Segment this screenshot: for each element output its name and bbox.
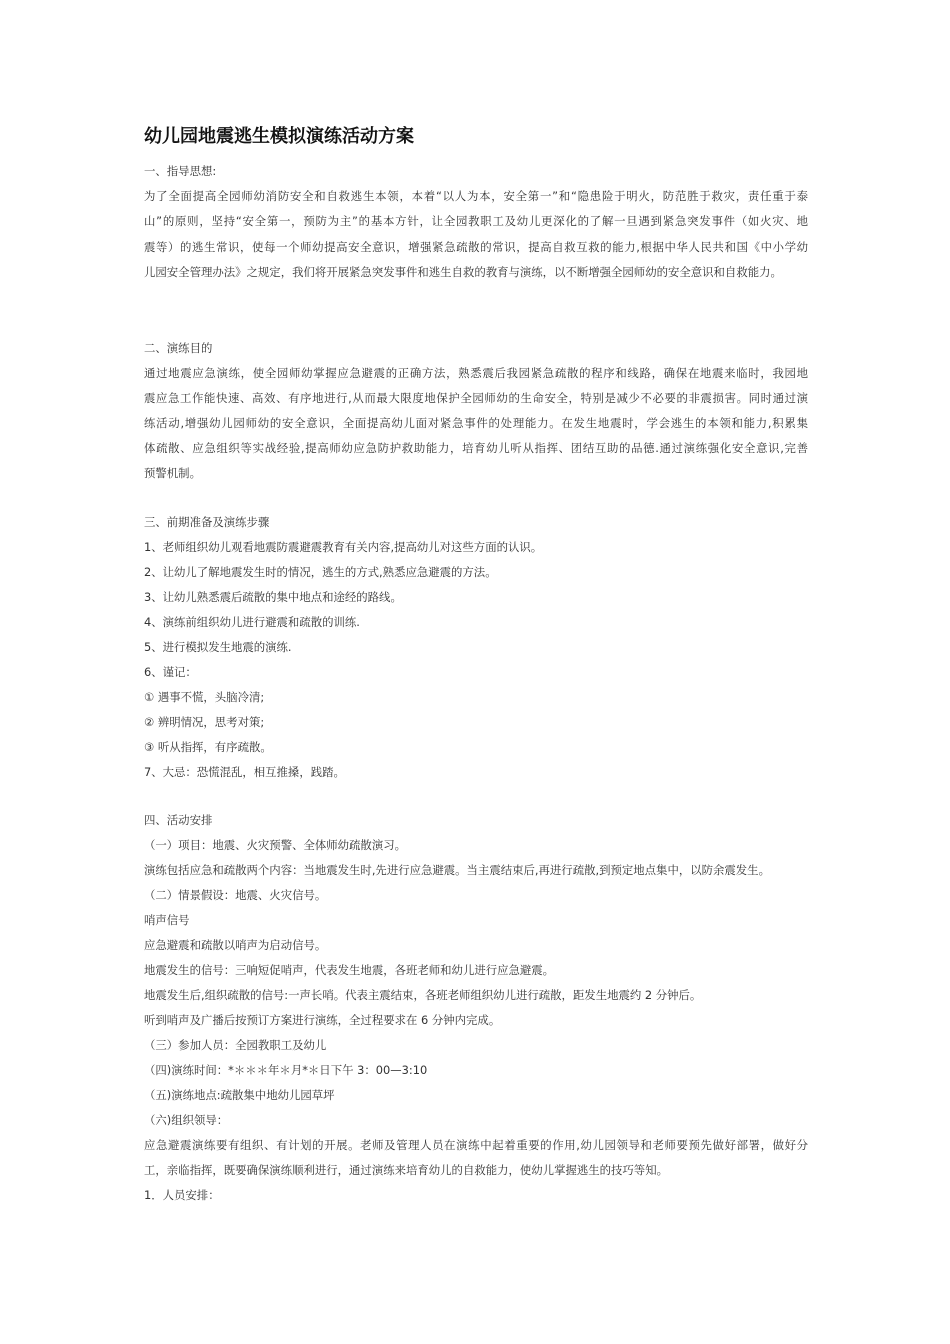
paragraph-line: 震应急工作能快速、高效、有序地进行,从而最大限度地保护全园师幼的生命安全，特别是减少不必要的非震损害。同时通过演 [144,391,808,405]
paragraph-line: （五)演练地点:疏散集中地幼儿园草坪 [144,1088,335,1102]
list-item: ② 辨明情况，思考对策; [144,715,265,729]
paragraph-line: 体疏散、应急组织等实战经验,提高师幼应急防护救助能力，培育幼儿听从指挥、团结互助的品德.通过演练强化安全意识,完善 [144,441,808,455]
document-title: 幼儿园地震逃生模拟演练活动方案 [144,126,414,147]
list-item: 7、大忌：恐慌混乱，相互推搡，践踏。 [144,765,345,779]
paragraph-line: 应急避震和疏散以哨声为启动信号。 [144,938,327,952]
list-item: 4、演练前组织幼儿进行避震和疏散的训练. [144,615,360,629]
section-heading: 四、活动安排 [144,813,213,827]
list-item: 1、老师组织幼儿观看地震防震避震教育有关内容,提高幼儿对这些方面的认识。 [144,540,543,554]
paragraph-line: （四)演练时间：*＊＊＊年＊月*＊日下午 3：00—3:10 [144,1063,428,1077]
paragraph-line: （三）参加人员：全园教职工及幼儿 [144,1038,327,1052]
list-item: ③ 听从指挥，有序疏散。 [144,740,272,754]
paragraph-line: 练活动,增强幼儿园师幼的安全意识，全面提高幼儿面对紧急事件的处理能力。在发生地震时，学会逃生的本领和能力,积累集 [144,416,808,430]
list-item: 6、谨记： [144,665,197,679]
list-item: 5、进行模拟发生地震的演练. [144,640,292,654]
list-item: ① 遇事不慌，头脑冷清; [144,690,265,704]
section-heading: 三、前期准备及演练步骤 [144,515,270,529]
paragraph-line: 儿园安全管理办法》之规定，我们将开展紧急突发事件和逃生自救的教育与演练，以不断增强全园师幼的安全意识和自救能力。 [144,265,782,279]
paragraph-line: 山”的原则，坚持“安全第一，预防为主”的基本方针，让全园教职工及幼儿更深化的了解一旦遇到紧急突发事件（如火灾、地 [144,214,808,228]
paragraph-line: 地震发生的信号：三响短促哨声，代表发生地震，各班老师和幼儿进行应急避震。 [144,963,555,977]
list-item: 3、让幼儿熟悉震后疏散的集中地点和途经的路线。 [144,590,402,604]
paragraph-line: 工，亲临指挥，既要确保演练顺利进行，通过演练来培育幼儿的自救能力，使幼儿掌握逃生的技巧等知。 [144,1163,668,1177]
paragraph-line: （二）情景假设：地震、火灾信号。 [144,888,327,902]
paragraph-line: 为了全面提高全园师幼消防安全和自救逃生本领，本着“以人为本，安全第一”和“隐患险于明火，防范胜于救灾，责任重于泰 [144,189,808,203]
paragraph-line: 地震发生后,组织疏散的信号:一声长哨。代表主震结束，各班老师组织幼儿进行疏散，距发生地震约 2 分钟后。 [144,988,702,1002]
paragraph-line: 通过地震应急演练，使全园师幼掌握应急避震的正确方法，熟悉震后我园紧急疏散的程序和线路，确保在地震来临时，我园地 [144,366,808,380]
paragraph-line: （六)组织领导： [144,1113,229,1127]
paragraph-line: 1．人员安排： [144,1188,220,1202]
paragraph-line: 预警机制。 [144,466,201,480]
section-heading: 二、演练目的 [144,341,213,355]
paragraph-line: 哨声信号 [144,913,190,927]
paragraph-line: 听到哨声及广播后按预订方案进行演练，全过程要求在 6 分钟内完成。 [144,1013,501,1027]
list-item: 2、让幼儿了解地震发生时的情况，逃生的方式,熟悉应急避震的方法。 [144,565,497,579]
paragraph-line: 演练包括应急和疏散两个内容：当地震发生时,先进行应急避震。当主震结束后,再进行疏散,到预定地点集中，以防余震发生。 [144,863,770,877]
paragraph-line: 震等）的逃生常识，使每一个师幼提高安全意识，增强紧急疏散的常识，提高自救互救的能力,根据中华人民共和国《中小学幼 [144,240,808,254]
paragraph-line: 应急避震演练要有组织、有计划的开展。老师及管理人员在演练中起着重要的作用,幼儿园领导和老师要预先做好部署，做好分 [144,1138,808,1152]
section-heading: 一、指导思想: [144,164,217,178]
paragraph-line: （一）项目：地震、火灾预警、全体师幼疏散演习。 [144,838,406,852]
